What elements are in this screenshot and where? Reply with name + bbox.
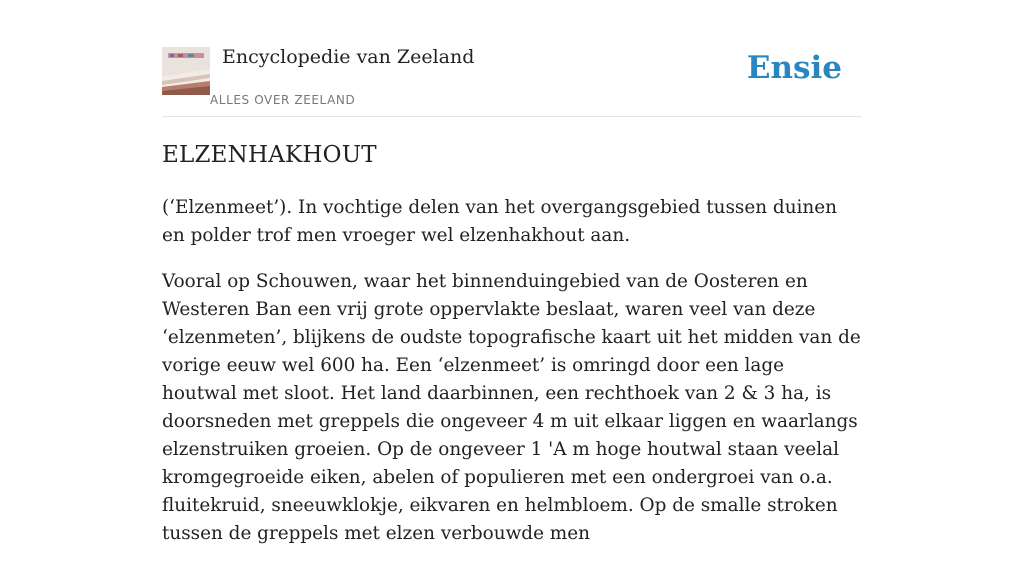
site-subtitle: ALLES OVER ZEELAND [210, 93, 356, 107]
article-paragraph: (‘Elzenmeet’). In vochtige delen van het overgangsgebied tussen duinen en polder trof men vroeger wel elzenhakhout aan. [162, 197, 838, 246]
article [162, 140, 864, 566]
site-avatar[interactable] [162, 47, 210, 95]
ensie-logo[interactable]: Ensie [746, 50, 842, 86]
site-header [162, 40, 862, 117]
article-title: ELZENHAKHOUT [162, 142, 377, 168]
article-paragraph: Vooral op Schouwen, waar het binnenduingebied van de Oosteren en Westeren Ban een vrij grote oppervlakte beslaat, waren veel van deze ‘elzenmeten’, blijkens de oudste topografische kaart uit het midden van de vorige eeuw wel 600 ha. Een ‘elzenmeet’ is omringd door een lage houtwal met sloot. Het land daarbinnen, een rechthoek van 2 & 3 ha, is doorsneden met greppels die ongeveer 4 m uit elkaar liggen en waarlangs elzenstruiken groeien. Op de ongeveer 1 'A m hoge houtwal staan veelal kromgegroeide eiken, abelen of populieren met een ondergroei van o.a. fluitekruid, sneeuwklokje, eikvaren en helmbloem. Op de smalle stroken tussen de greppels met elzen verbouwde men [162, 271, 861, 544]
site-title[interactable]: Encyclopedie van Zeeland [222, 46, 475, 68]
book-image-icon [162, 47, 210, 95]
